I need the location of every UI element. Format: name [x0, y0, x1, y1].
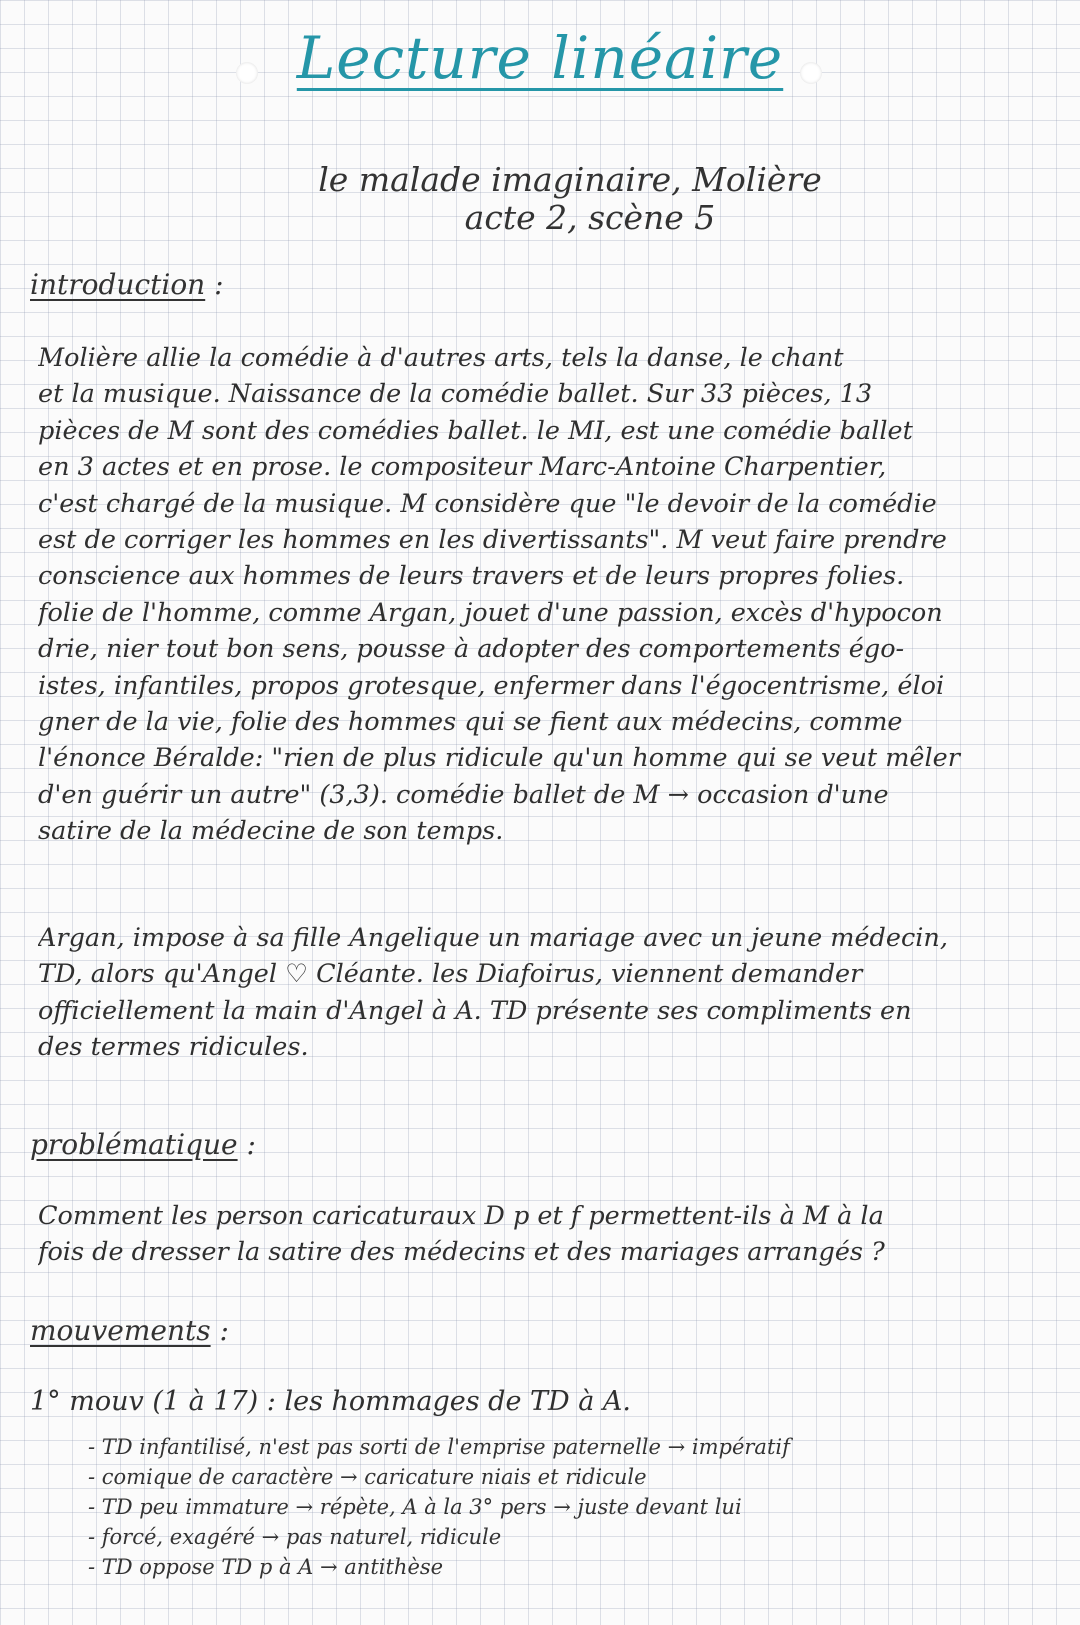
text-line: TD, alors qu'Angel ♡ Cléante. les Diafoirus, viennent demander [38, 959, 863, 990]
subtitle-work: le malade imaginaire, Molière [318, 160, 822, 199]
text-line: istes, infantiles, propos grotesque, enfermer dans l'égocentrisme, éloi [38, 670, 945, 701]
bullet-item: - TD infantilisé, n'est pas sorti de l'emprise paternelle → impératif [88, 1435, 790, 1459]
text-line: fois de dresser la satire des médecins et des mariages arrangés ? [38, 1237, 885, 1268]
text-line: Molière allie la comédie à d'autres arts, tels la danse, le chant [38, 343, 844, 373]
text-line: d'en guérir un autre" (3,3). comédie ballet de M → occasion d'une [38, 779, 889, 810]
text-line: satire de la médecine de son temps. [38, 816, 504, 847]
text-line: en 3 actes et en prose. le compositeur Marc-Antoine Charpentier, [38, 452, 887, 483]
introduction-heading-label: introduction [30, 268, 206, 301]
bullet-item: - TD oppose TD p à A → antithèse [88, 1555, 444, 1579]
text-line: est de corriger les hommes en les divertissants". M veut faire prendre [38, 525, 947, 556]
text-line: gner de la vie, folie des hommes qui se fient aux médecins, comme [38, 707, 903, 738]
mouvements-heading-label: mouvements [30, 1314, 211, 1347]
text-line: conscience aux hommes de leurs travers et de leurs propres folies. [38, 561, 905, 592]
text-line: et la musique. Naissance de la comédie ballet. Sur 33 pièces, 13 [38, 379, 873, 410]
text-line: des termes ridicules. [38, 1032, 309, 1063]
problematique-heading: problématique : [30, 1128, 256, 1161]
first-movement-bullets [88, 1432, 1048, 1582]
bullet-item: - comique de caractère → caricature niais et ridicule [88, 1465, 647, 1489]
introduction-paragraph-2 [38, 920, 1048, 1066]
introduction-paragraph-1 [38, 340, 1048, 850]
text-line: c'est chargé de la musique. M considère que "le devoir de la comédie [38, 488, 937, 519]
bullet-item: - TD peu immature → répète, A à la 3° pers → juste devant lui [88, 1495, 742, 1519]
problematique-text [38, 1198, 1048, 1271]
text-line: l'énonce Béralde: "rien de plus ridicule qu'un homme qui se veut mêler [38, 743, 960, 774]
subtitle-scene: acte 2, scène 5 [464, 198, 716, 237]
mouvements-heading: mouvements : [30, 1314, 229, 1347]
introduction-heading: introduction : [30, 268, 224, 301]
problematique-heading-label: problématique [30, 1128, 238, 1161]
page-title: Lecture linéaire [296, 24, 784, 92]
text-line: Comment les person caricaturaux D p et f permettent-ils à M à la [38, 1201, 884, 1231]
text-line: pièces de M sont des comédies ballet. le MI, est une comédie ballet [38, 415, 913, 446]
text-line: officiellement la main d'Angel à A. TD présente ses compliments en [38, 995, 912, 1026]
text-line: Argan, impose à sa fille Angelique un mariage avec un jeune médecin, [38, 923, 948, 953]
first-movement-title: 1° mouv (1 à 17) : les hommages de TD à A. [30, 1386, 632, 1417]
bullet-item: - forcé, exagéré → pas naturel, ridicule [88, 1525, 502, 1549]
text-line: folie de l'homme, comme Argan, jouet d'une passion, excès d'hypocon [38, 597, 943, 628]
text-line: drie, nier tout bon sens, pousse à adopter des comportements égo- [38, 634, 905, 665]
